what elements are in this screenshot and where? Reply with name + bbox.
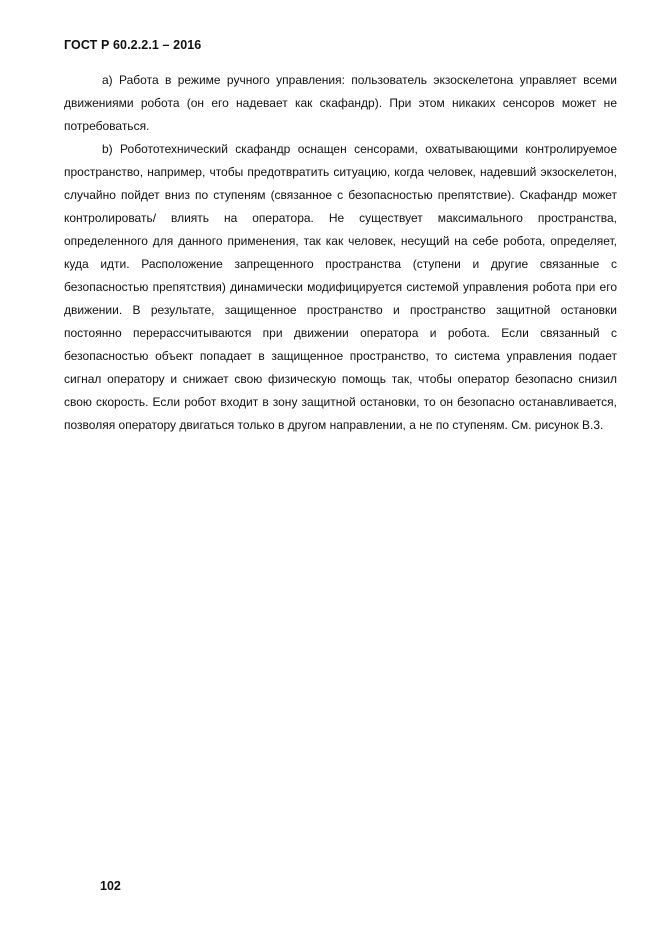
standard-header: ГОСТ Р 60.2.2.1 – 2016 (64, 38, 202, 52)
paragraph-manual-control: a) Работа в режиме ручного управления: пользователь экзоскелетона управляет всеми движениями робота (он его надевает как скафандр). При этом никаких сенсоров может не потребоваться. (64, 73, 617, 133)
page-number: 102 (100, 879, 121, 893)
document-body (64, 69, 617, 437)
paragraph-sensor-suit: b) Робототехнический скафандр оснащен сенсорами, охватывающими контролируемое пространство, например, чтобы предотвратить ситуацию, когда человек, надевший экзоскелетон, случайно пойдет вниз по ступеням (связанное с безопасностью препятствие). Скафандр может контролировать/ влиять на оператора. Не существует максимального пространства, определенного для данного применения, так как человек, несущий на себе робота, определяет, куда идти. Расположение запрещенного пространства (ступени и другие связанные с безопасностью препятствия) динамически модифицируется системой управления робота при его движении. В результате, защищенное пространство и пространство защитной остановки постоянно перерассчитываются при движении оператора и робота. Если связанный с безопасностью объект попадает в защищенное пространство, то система управления подает сигнал оператору и снижает свою физическую помощь так, чтобы оператор безопасно снизил свою скорость. Если робот входит в зону защитной остановки, то он безопасно останавливается, позволяя оператору двигаться только в другом направлении, а не по ступеням. См. рисунок В.3. (64, 142, 617, 432)
